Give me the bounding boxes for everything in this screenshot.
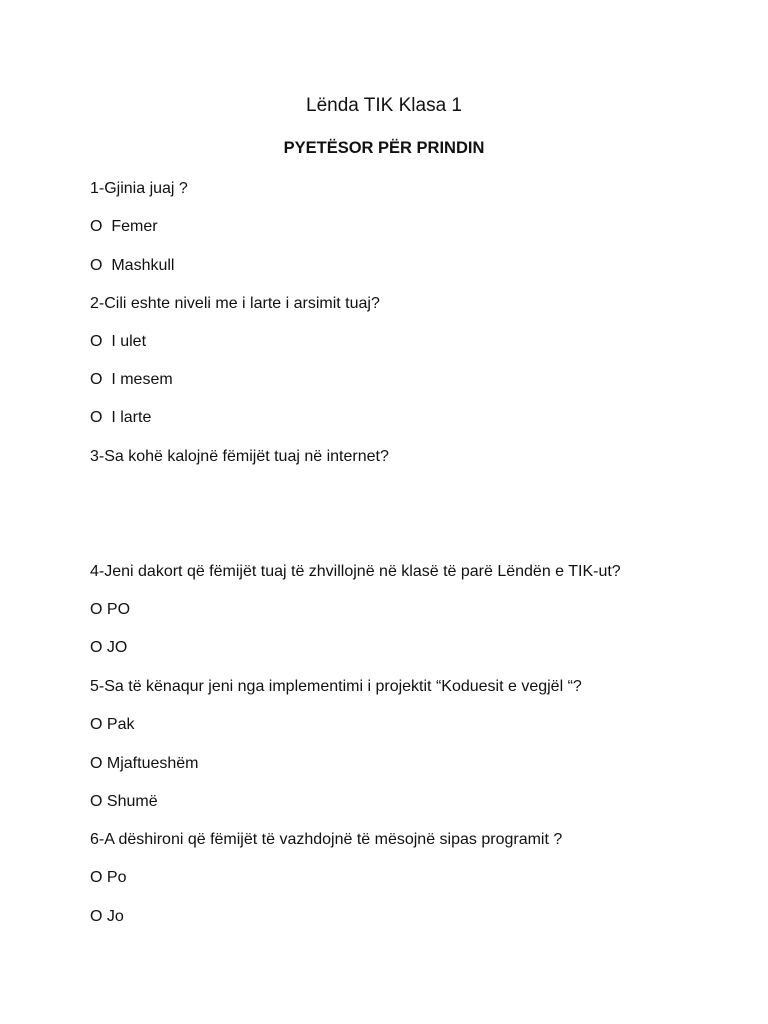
question-1-option-mashkull: O Mashkull — [90, 257, 175, 274]
question-5-option-shume: O Shumë — [90, 793, 158, 810]
document-subtitle: PYETËSOR PËR PRINDIN — [283, 139, 485, 157]
question-2-option-i-mesem: O I mesem — [90, 371, 173, 388]
question-1: 1-Gjinia juaj ? — [90, 180, 188, 197]
document-title: Lënda TIK Klasa 1 — [306, 95, 462, 116]
question-4: 4-Jeni dakort që fëmijët tuaj të zhvillojnë në klasë të parë Lëndën e TIK-ut? — [90, 563, 621, 580]
question-6: 6-A dëshironi që fëmijët të vazhdojnë të mësojnë sipas programit ? — [90, 831, 563, 848]
question-4-option-po: O PO — [90, 601, 131, 618]
question-2: 2-Cili eshte niveli me i larte i arsimit tuaj? — [90, 295, 380, 312]
question-5-option-pak: O Pak — [90, 716, 135, 733]
question-3: 3-Sa kohë kalojnë fëmijët tuaj në internet? — [90, 448, 389, 465]
question-4-option-jo: O JO — [90, 639, 128, 656]
question-2-option-i-ulet: O I ulet — [90, 333, 147, 350]
question-6-option-jo: O Jo — [90, 908, 124, 925]
question-6-option-po: O Po — [90, 869, 127, 886]
question-5-option-mjaftueshem: O Mjaftueshëm — [90, 755, 199, 772]
question-2-option-i-larte: O I larte — [90, 409, 152, 426]
question-1-option-femer: O Femer — [90, 218, 158, 235]
question-5: 5-Sa të kënaqur jeni nga implementimi i projektit “Koduesit e vegjël “? — [90, 678, 582, 695]
